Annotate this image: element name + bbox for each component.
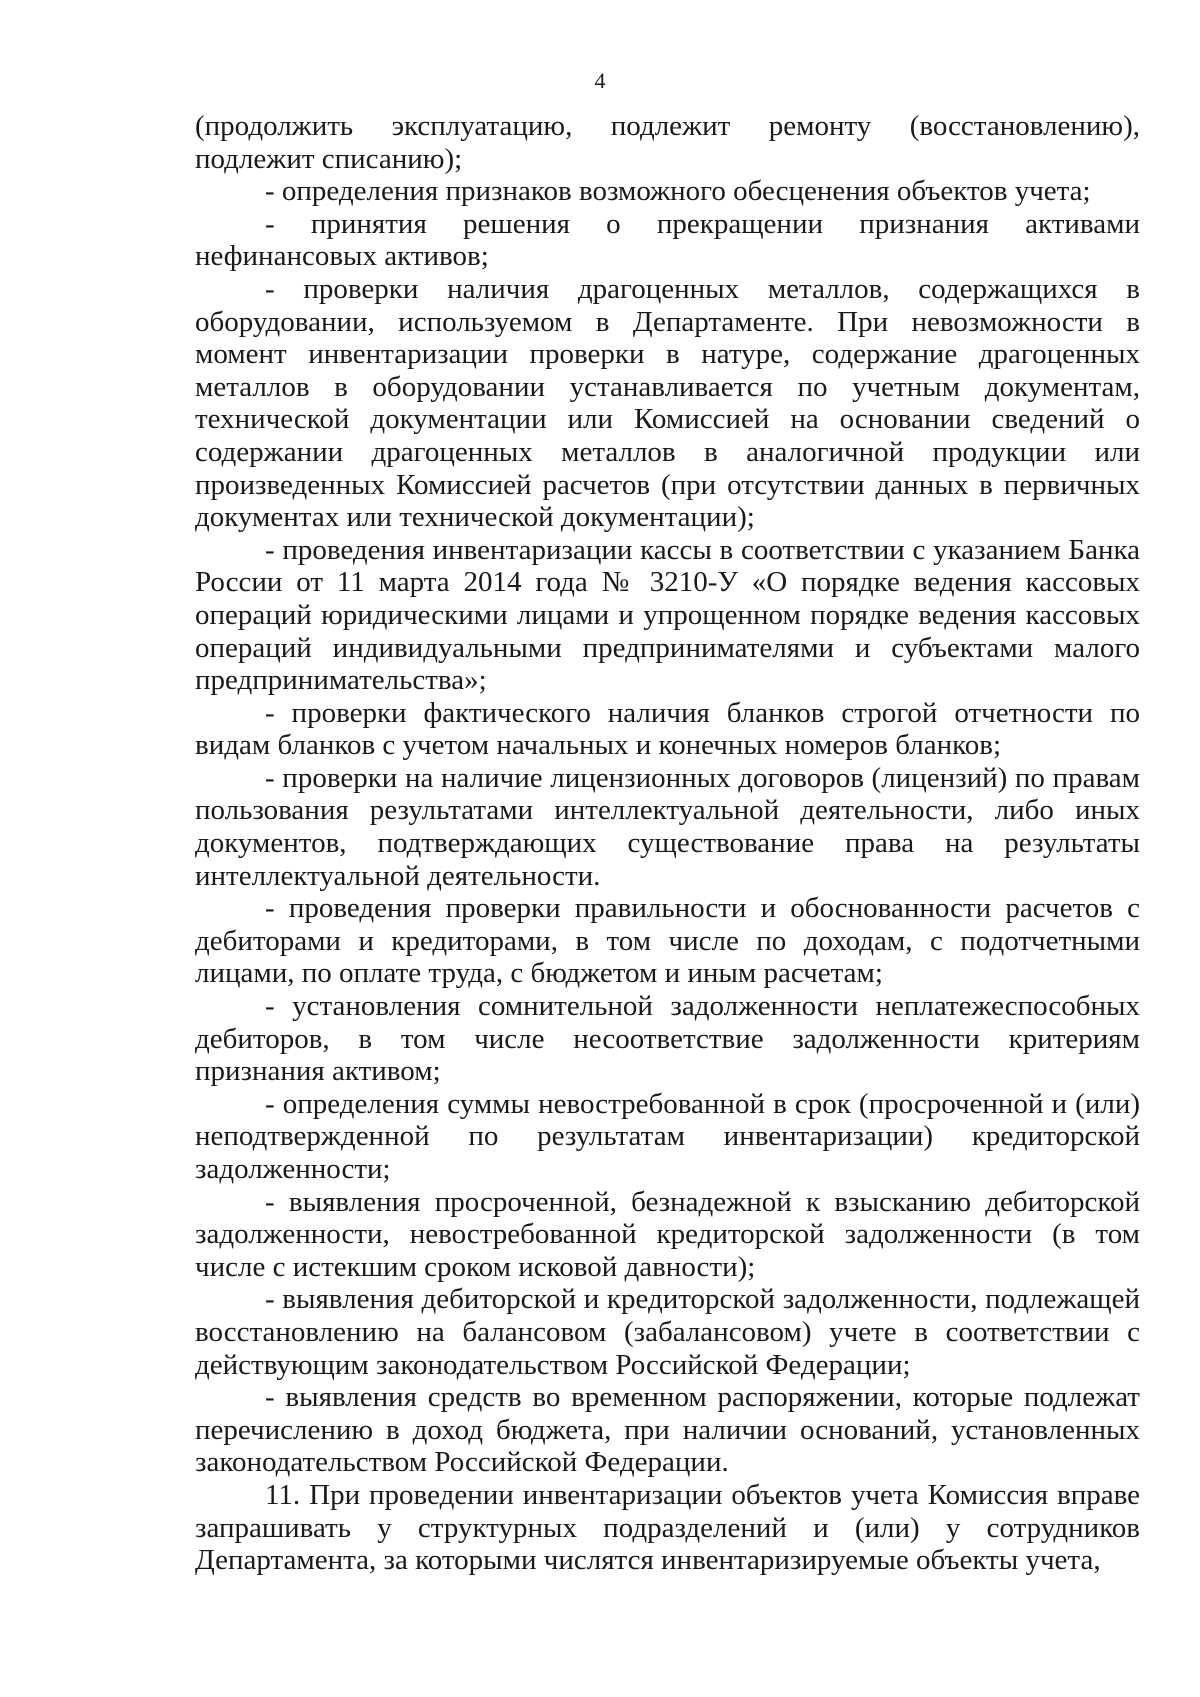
list-item-precious-metals: - проверки наличия драгоценных металлов, содержащихся в оборудовании, используемом в Департаменте. При невозможности в момент инвентаризации проверки в натуре, содержание драгоценных металлов в оборудовании устанавливается по учетным документам, технической документации или Комиссией на основании сведений о содержании драгоценных металлов в аналогичной продукции или произведенных Комиссией расчетов (при отсутствии данных в первичных документах или технической документации); xyxy=(195,272,1140,534)
list-item-derecognition: - принятия решения о прекращении признания активами нефинансовых активов; xyxy=(195,207,1140,273)
list-item-overdue-receivables: - выявления просроченной, безнадежной к взысканию дебиторской задолженности, невостребованной кредиторской задолженности (в том числе с истекшим сроком исковой давности); xyxy=(195,1185,1140,1283)
list-item-doubtful-debt: - установления сомнительной задолженности неплатежеспособных дебиторов, в том числе несоответствие задолженности критериям признания активом; xyxy=(195,990,1140,1088)
list-item-strict-forms: - проверки фактического наличия бланков строгой отчетности по видам бланков с учетом начальных и конечных номеров бланков; xyxy=(195,696,1140,762)
list-item-restoration: - выявления дебиторской и кредиторской задолженности, подлежащей восстановлению на балансовом (забалансовом) учете в соответствии с действующим законодательством Российской Федерации; xyxy=(195,1283,1140,1381)
document-body xyxy=(195,110,1140,1577)
paragraph-continuation: (продолжить эксплуатацию, подлежит ремонту (восстановлению), подлежит списанию); xyxy=(195,110,1140,175)
page-number: 4 xyxy=(594,68,606,93)
list-item-cash-inventory: - проведения инвентаризации кассы в соответствии с указанием Банка России от 11 марта 2014 года № 3210-У «О порядке ведения кассовых операций юридическими лицами и упрощенном порядке ведения кассовых операций индивидуальными предпринимателями и субъектами малого предпринимательства»; xyxy=(195,533,1140,697)
paragraph-clause-11: 11. При проведении инвентаризации объектов учета Комиссия вправе запрашивать у структурных подразделений и (или) у сотрудников Департамента, за которыми числятся инвентаризируемые объекты учета, xyxy=(195,1478,1140,1577)
list-item-licenses: - проверки на наличие лицензионных договоров (лицензий) по правам пользования результатами интеллектуальной деятельности, либо иных документов, подтверждающих существование права на результаты интеллектуальной деятельности. xyxy=(195,761,1140,892)
list-item-unclaimed-payables: - определения суммы невостребованной в срок (просроченной и (или) неподтвержденной по результатам инвентаризации) кредиторской задолженности; xyxy=(195,1087,1140,1185)
list-item-impairment: - определения признаков возможного обесценения объектов учета; xyxy=(265,175,1091,208)
list-item-temporary-funds: - выявления средств во временном распоряжении, которые подлежат перечислению в доход бюджета, при наличии оснований, установленных законодательством Российской Федерации. xyxy=(195,1381,1140,1479)
list-item-settlements: - проведения проверки правильности и обоснованности расчетов с дебиторами и кредиторами, в том числе по доходам, с подотчетными лицами, по оплате труда, с бюджетом и иным расчетам; xyxy=(195,892,1140,990)
